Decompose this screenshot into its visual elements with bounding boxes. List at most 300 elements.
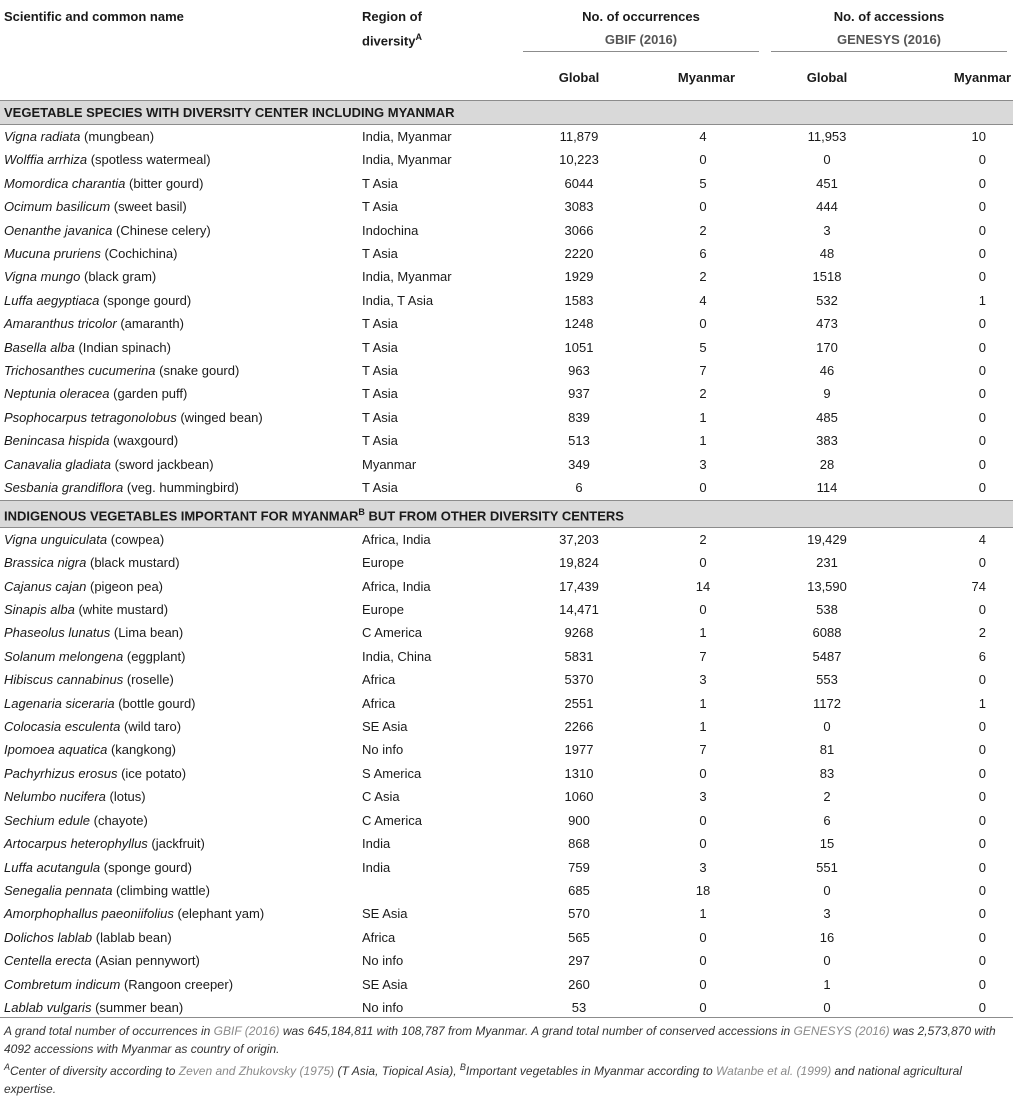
common-name: (lablab bean) [92, 929, 172, 945]
species-name [0, 312, 362, 335]
common-name: (pigeon pea) [86, 578, 164, 594]
genesys-global-cell: 0 [823, 152, 831, 168]
genesys-myanmar-cell: 0 [978, 719, 986, 735]
table-bottom-rule [0, 1017, 1013, 1018]
table-row [0, 172, 1013, 195]
gbif-myanmar-cell: 7 [699, 363, 707, 379]
header-occurrences: No. of occurrences [582, 9, 700, 24]
header-accessions: No. of accessions [833, 9, 945, 24]
genesys-global-cell: 3 [823, 222, 831, 238]
ref-watanbe[interactable]: Watanbe et al. (1999) [716, 1064, 832, 1078]
genesys-myanmar-cell: 1 [978, 695, 986, 711]
genesys-global-cell: 383 [816, 433, 838, 449]
genesys-myanmar-cell: 0 [978, 929, 986, 945]
genesys-myanmar-cell: 0 [978, 316, 986, 332]
genesys-global-cell: 5487 [812, 648, 842, 664]
scientific-name: Oenanthe javanica [4, 222, 113, 238]
scientific-name: Amaranthus tricolor [4, 316, 117, 332]
header-genesys-global: Global [765, 58, 889, 101]
genesys-myanmar-cell: 0 [978, 789, 986, 805]
header-region-line1: Region of [362, 9, 422, 24]
scientific-name: Luffa acutangula [4, 859, 101, 875]
region-cell: Europe [362, 602, 404, 618]
gbif-global-cell: 10,223 [559, 152, 599, 168]
footnote-1: A grand total number of occurrences in GBIF (2016) was 645,184,811 with 108,787 from Myanmar. A grand total number of conserved accessions in GENESYS (2016) was 2,573,870 with 4092 accessions with Myanmar as country of origin. [4, 1024, 996, 1056]
region-cell: India [362, 836, 391, 852]
common-name: (mungbean) [80, 129, 155, 144]
scientific-name: Momordica charantia [4, 175, 126, 191]
common-name: (Rangoon creeper) [120, 976, 234, 992]
genesys-global-cell: 6 [823, 812, 831, 828]
region-cell: Africa [362, 672, 396, 688]
region-cell: Africa, India [362, 578, 431, 594]
region-cell: No info [362, 953, 404, 969]
scientific-name: Senegalia pennata [4, 882, 113, 898]
genesys-global-cell: 551 [816, 859, 838, 875]
gbif-myanmar-cell: 14 [695, 578, 711, 594]
table-row [0, 621, 1013, 644]
common-name: (ice potato) [117, 765, 187, 781]
gbif-myanmar-cell: 7 [699, 648, 707, 664]
species-name [0, 973, 362, 996]
species-name [0, 527, 362, 551]
gbif-global-cell: 9268 [564, 625, 594, 641]
species-name [0, 738, 362, 761]
gbif-global-cell: 2551 [564, 695, 594, 711]
gbif-global-cell: 963 [568, 363, 590, 379]
common-name: (sword jackbean) [110, 456, 214, 472]
header-accessions-source-cell [765, 32, 1013, 58]
table-row [0, 265, 1013, 288]
table-row [0, 575, 1013, 598]
gbif-myanmar-cell: 0 [699, 765, 707, 781]
species-name [0, 575, 362, 598]
scientific-name: Cajanus cajan [4, 578, 87, 594]
gbif-global-cell: 1060 [564, 789, 594, 805]
region-cell: C America [362, 625, 422, 641]
scientific-name: Luffa aegyptiaca [4, 292, 100, 308]
genesys-global-cell: 15 [819, 836, 835, 852]
scientific-name: Amorphophallus paeoniifolius [4, 906, 174, 922]
genesys-myanmar-cell: 0 [978, 555, 986, 571]
table-row [0, 242, 1013, 265]
genesys-myanmar-cell: 10 [971, 129, 986, 144]
species-name [0, 476, 362, 500]
genesys-global-cell: 11,953 [807, 129, 847, 144]
genesys-global-cell: 0 [823, 953, 831, 969]
table-row [0, 738, 1013, 761]
scientific-name: Sesbania grandiflora [4, 480, 124, 496]
common-name: (sponge gourd) [100, 859, 192, 875]
group-rule-accessions [771, 47, 1007, 52]
species-name [0, 359, 362, 382]
gbif-global-cell: 900 [568, 812, 590, 828]
section-title-2 [0, 500, 1013, 527]
region-cell: C Asia [362, 789, 400, 805]
gbif-myanmar-cell: 0 [699, 999, 707, 1015]
species-name [0, 172, 362, 195]
genesys-global-cell: 538 [816, 602, 838, 618]
gbif-global-cell: 14,471 [559, 602, 599, 618]
genesys-global-cell: 532 [816, 292, 838, 308]
scientific-name: Sinapis alba [4, 602, 75, 618]
genesys-global-cell: 2 [823, 789, 831, 805]
ref-zeven[interactable]: Zeven and Zhukovsky (1975) [178, 1064, 335, 1078]
scientific-name: Wolffia arrhiza [4, 152, 88, 168]
genesys-myanmar-cell: 0 [978, 976, 986, 992]
common-name: (Chinese celery) [112, 222, 211, 238]
table-row [0, 476, 1013, 500]
table-row [0, 527, 1013, 551]
scientific-name: Vigna mungo [4, 269, 81, 285]
genesys-global-cell: 444 [816, 199, 838, 215]
table-row [0, 148, 1013, 171]
species-name [0, 125, 362, 149]
header-region [362, 0, 517, 32]
section-header-1 [0, 101, 1013, 125]
table-row [0, 973, 1013, 996]
footnotes [4, 1022, 1009, 1098]
genesys-myanmar-cell: 0 [978, 836, 986, 852]
genesys-global-cell: 0 [823, 719, 831, 735]
gbif-global-cell: 37,203 [559, 531, 599, 547]
table-row [0, 382, 1013, 405]
common-name: (amaranth) [116, 316, 184, 332]
table-row [0, 832, 1013, 855]
genesys-myanmar-cell: 0 [978, 672, 986, 688]
table-row [0, 809, 1013, 832]
gbif-myanmar-cell: 7 [699, 742, 707, 758]
species-name [0, 762, 362, 785]
gbif-myanmar-cell: 3 [699, 789, 707, 805]
common-name: (wild taro) [120, 719, 182, 735]
gbif-global-cell: 570 [568, 906, 590, 922]
common-name: (black gram) [80, 269, 157, 285]
common-name: (bitter gourd) [125, 175, 204, 191]
common-name: (sponge gourd) [99, 292, 192, 308]
genesys-myanmar-cell: 74 [971, 578, 986, 594]
gbif-myanmar-cell: 0 [699, 480, 707, 496]
common-name: (eggplant) [123, 648, 186, 664]
genesys-global-cell: 231 [816, 555, 838, 571]
scientific-name: Neptunia oleracea [4, 386, 110, 402]
common-name: (lotus) [105, 789, 146, 805]
region-cell: T Asia [362, 409, 398, 425]
header-region-sup: A [415, 32, 422, 42]
table-row [0, 785, 1013, 808]
genesys-global-cell: 3 [823, 906, 831, 922]
footnote-2: $^A$Center of diversity according to Zeven and Zhukovsky (1975) (T Asia, Tiopical Asia), $^B$Important vegetables in Myanmar according to Watanbe et al. (1999) and national agricultural expertise. [4, 1062, 962, 1096]
scientific-name: Canavalia gladiata [4, 456, 111, 472]
gbif-myanmar-cell: 0 [699, 152, 707, 168]
common-name: (waxgourd) [109, 433, 179, 449]
genesys-global-cell: 19,429 [807, 531, 847, 547]
gbif-global-cell: 3083 [564, 199, 594, 215]
header-gbif-global: Global [517, 58, 641, 101]
region-cell: SE Asia [362, 719, 408, 735]
gbif-global-cell: 565 [568, 929, 590, 945]
genesys-myanmar-cell: 0 [978, 339, 986, 355]
region-cell: Africa [362, 929, 396, 945]
table-row [0, 949, 1013, 972]
region-cell: SE Asia [362, 976, 408, 992]
species-name [0, 856, 362, 879]
genesys-myanmar-cell: 0 [978, 602, 986, 618]
section-title-2-sup: B [358, 506, 365, 517]
header-name: Scientific and common name [4, 9, 184, 24]
genesys-global-cell: 13,590 [807, 578, 847, 594]
common-name: (chayote) [90, 812, 148, 828]
scientific-name: Vigna radiata [4, 129, 81, 144]
gbif-myanmar-cell: 4 [699, 129, 707, 144]
gbif-global-cell: 1051 [564, 339, 594, 355]
gbif-global-cell: 297 [568, 953, 590, 969]
ref-gbif[interactable]: GBIF (2016) [213, 1024, 280, 1038]
header-genesys-myanmar: Myanmar [889, 58, 1013, 101]
gbif-myanmar-cell: 2 [699, 222, 707, 238]
scientific-name: Dolichos lablab [4, 929, 93, 945]
region-cell: Myanmar [362, 456, 417, 472]
genesys-global-cell: 28 [819, 456, 835, 472]
genesys-myanmar-cell: 4 [978, 531, 986, 547]
species-name [0, 598, 362, 621]
gbif-myanmar-cell: 18 [695, 882, 711, 898]
species-name [0, 785, 362, 808]
genesys-global-cell: 6088 [812, 625, 842, 641]
species-name [0, 902, 362, 925]
genesys-global-cell: 0 [823, 999, 831, 1015]
species-name [0, 996, 362, 1019]
gbif-global-cell: 513 [568, 433, 590, 449]
region-cell [362, 879, 517, 902]
species-name [0, 265, 362, 288]
scientific-name: Benincasa hispida [4, 433, 110, 449]
gbif-global-cell: 937 [568, 386, 590, 402]
common-name: (veg. hummingbird) [123, 480, 239, 496]
region-cell: India, Myanmar [362, 269, 452, 285]
genesys-global-cell: 485 [816, 409, 838, 425]
header-accessions-source: GENESYS (2016) [836, 32, 942, 47]
species-name [0, 926, 362, 949]
table-row [0, 879, 1013, 902]
gbif-global-cell: 1929 [564, 269, 594, 285]
scientific-name: Pachyrhizus erosus [4, 765, 118, 781]
genesys-myanmar-cell: 0 [978, 906, 986, 922]
species-name [0, 429, 362, 452]
genesys-myanmar-cell: 0 [978, 175, 986, 191]
genesys-global-cell: 1518 [812, 269, 842, 285]
gbif-myanmar-cell: 5 [699, 175, 707, 191]
common-name: (Asian pennywort) [91, 953, 200, 969]
region-cell: India, Myanmar [362, 129, 452, 144]
common-name: (kangkong) [107, 742, 177, 758]
species-name [0, 715, 362, 738]
table-row [0, 429, 1013, 452]
gbif-myanmar-cell: 0 [699, 199, 707, 215]
scientific-name: Lablab vulgaris [4, 999, 92, 1015]
genesys-myanmar-cell: 0 [978, 386, 986, 402]
table-row [0, 715, 1013, 738]
gbif-global-cell: 5370 [564, 672, 594, 688]
gbif-myanmar-cell: 3 [699, 672, 707, 688]
gbif-myanmar-cell: 2 [699, 531, 707, 547]
table-row [0, 125, 1013, 149]
genesys-myanmar-cell: 0 [978, 859, 986, 875]
common-name: (climbing wattle) [112, 882, 210, 898]
genesys-myanmar-cell: 0 [978, 742, 986, 758]
region-cell: India, China [362, 648, 432, 664]
gbif-global-cell: 349 [568, 456, 590, 472]
table-row [0, 668, 1013, 691]
species-name [0, 336, 362, 359]
region-cell: SE Asia [362, 906, 408, 922]
gbif-global-cell: 5831 [564, 648, 594, 664]
species-name [0, 195, 362, 218]
region-cell: T Asia [362, 199, 398, 215]
gbif-global-cell: 1248 [564, 316, 594, 332]
scientific-name: Ocimum basilicum [4, 199, 111, 215]
region-cell: India, Myanmar [362, 152, 452, 168]
scientific-name: Psophocarpus tetragonolobus [4, 409, 177, 425]
header-row-2 [0, 32, 1013, 58]
region-cell: T Asia [362, 433, 398, 449]
region-cell: T Asia [362, 175, 398, 191]
species-name [0, 453, 362, 476]
gbif-myanmar-cell: 0 [699, 812, 707, 828]
ref-genesys[interactable]: GENESYS (2016) [793, 1024, 890, 1038]
gbif-global-cell: 17,439 [559, 578, 599, 594]
scientific-name: Sechium edule [4, 812, 90, 828]
region-cell: S America [362, 765, 422, 781]
species-name [0, 289, 362, 312]
genesys-myanmar-cell: 0 [978, 765, 986, 781]
section-title-1: VEGETABLE SPECIES WITH DIVERSITY CENTER INCLUDING MYANMAR [0, 101, 1013, 125]
scientific-name: Brassica nigra [4, 555, 87, 571]
table-row [0, 289, 1013, 312]
genesys-global-cell: 83 [819, 765, 835, 781]
region-cell: Indochina [362, 222, 419, 238]
gbif-global-cell: 53 [571, 999, 587, 1015]
gbif-global-cell: 685 [568, 882, 590, 898]
table-row [0, 598, 1013, 621]
common-name: (garden puff) [109, 386, 188, 402]
group-rule-occurrences [523, 47, 759, 52]
table-row [0, 762, 1013, 785]
genesys-global-cell: 81 [819, 742, 835, 758]
genesys-myanmar-cell: 1 [978, 292, 986, 308]
gbif-global-cell: 2266 [564, 719, 594, 735]
region-cell: T Asia [362, 316, 398, 332]
genesys-myanmar-cell: 0 [978, 199, 986, 215]
species-name [0, 148, 362, 171]
table-row [0, 195, 1013, 218]
scientific-name: Basella alba [4, 339, 75, 355]
gbif-global-cell: 1310 [564, 765, 594, 781]
header-region-2 [362, 32, 517, 58]
table-row [0, 856, 1013, 879]
gbif-myanmar-cell: 0 [699, 976, 707, 992]
genesys-global-cell: 0 [823, 882, 831, 898]
scientific-name: Artocarpus heterophyllus [4, 836, 148, 852]
gbif-myanmar-cell: 0 [699, 929, 707, 945]
region-cell: C America [362, 812, 422, 828]
genesys-myanmar-cell: 0 [978, 269, 986, 285]
gbif-myanmar-cell: 1 [699, 625, 707, 641]
region-cell: No info [362, 999, 404, 1015]
species-name [0, 382, 362, 405]
common-name: (bottle gourd) [114, 695, 196, 711]
region-cell: T Asia [362, 246, 398, 262]
common-name: (summer bean) [91, 999, 184, 1015]
species-name [0, 879, 362, 902]
genesys-myanmar-cell: 2 [978, 625, 986, 641]
gbif-myanmar-cell: 1 [699, 906, 707, 922]
gbif-global-cell: 2220 [564, 246, 594, 262]
genesys-myanmar-cell: 0 [978, 882, 986, 898]
common-name: (elephant yam) [173, 906, 265, 922]
species-name [0, 406, 362, 429]
header-row-3 [0, 58, 1013, 101]
gbif-myanmar-cell: 1 [699, 409, 707, 425]
gbif-myanmar-cell: 1 [699, 719, 707, 735]
genesys-myanmar-cell: 0 [978, 456, 986, 472]
genesys-myanmar-cell: 0 [978, 812, 986, 828]
genesys-global-cell: 114 [816, 480, 838, 496]
gbif-global-cell: 6044 [564, 175, 594, 191]
genesys-global-cell: 451 [816, 175, 838, 191]
gbif-myanmar-cell: 0 [699, 602, 707, 618]
section-title-2-part2: BUT FROM OTHER DIVERSITY CENTERS [364, 507, 624, 523]
region-cell: T Asia [362, 480, 398, 496]
common-name: (Lima bean) [110, 625, 184, 641]
gbif-global-cell: 759 [568, 859, 590, 875]
region-cell: India, T Asia [362, 292, 434, 308]
table-row [0, 996, 1013, 1019]
table-row [0, 902, 1013, 925]
gbif-myanmar-cell: 0 [699, 316, 707, 332]
genesys-myanmar-cell: 0 [978, 363, 986, 379]
gbif-myanmar-cell: 4 [699, 292, 707, 308]
section-title-2-part1: INDIGENOUS VEGETABLES IMPORTANT FOR MYANMAR [4, 507, 359, 523]
common-name: (snake gourd) [155, 363, 240, 379]
region-cell: T Asia [362, 386, 398, 402]
table-row [0, 692, 1013, 715]
gbif-global-cell: 260 [568, 976, 590, 992]
region-cell: No info [362, 742, 404, 758]
common-name: (winged bean) [176, 409, 263, 425]
region-cell: T Asia [362, 339, 398, 355]
common-name: (black mustard) [86, 555, 180, 571]
table-row [0, 926, 1013, 949]
species-name [0, 551, 362, 574]
scientific-name: Vigna unguiculata [4, 531, 108, 547]
scientific-name: Centella erecta [4, 953, 92, 969]
header-gbif-myanmar: Myanmar [641, 58, 765, 101]
species-name [0, 668, 362, 691]
common-name: (roselle) [123, 672, 174, 688]
genesys-global-cell: 170 [816, 339, 838, 355]
gbif-global-cell: 19,824 [559, 555, 599, 571]
scientific-name: Trichosanthes cucumerina [4, 363, 156, 379]
common-name: (jackfruit) [147, 836, 205, 852]
gbif-myanmar-cell: 2 [699, 386, 707, 402]
table-row [0, 645, 1013, 668]
gbif-myanmar-cell: 6 [699, 246, 707, 262]
genesys-myanmar-cell: 0 [978, 246, 986, 262]
table-row [0, 406, 1013, 429]
genesys-myanmar-cell: 0 [978, 480, 986, 496]
scientific-name: Combretum indicum [4, 976, 121, 992]
